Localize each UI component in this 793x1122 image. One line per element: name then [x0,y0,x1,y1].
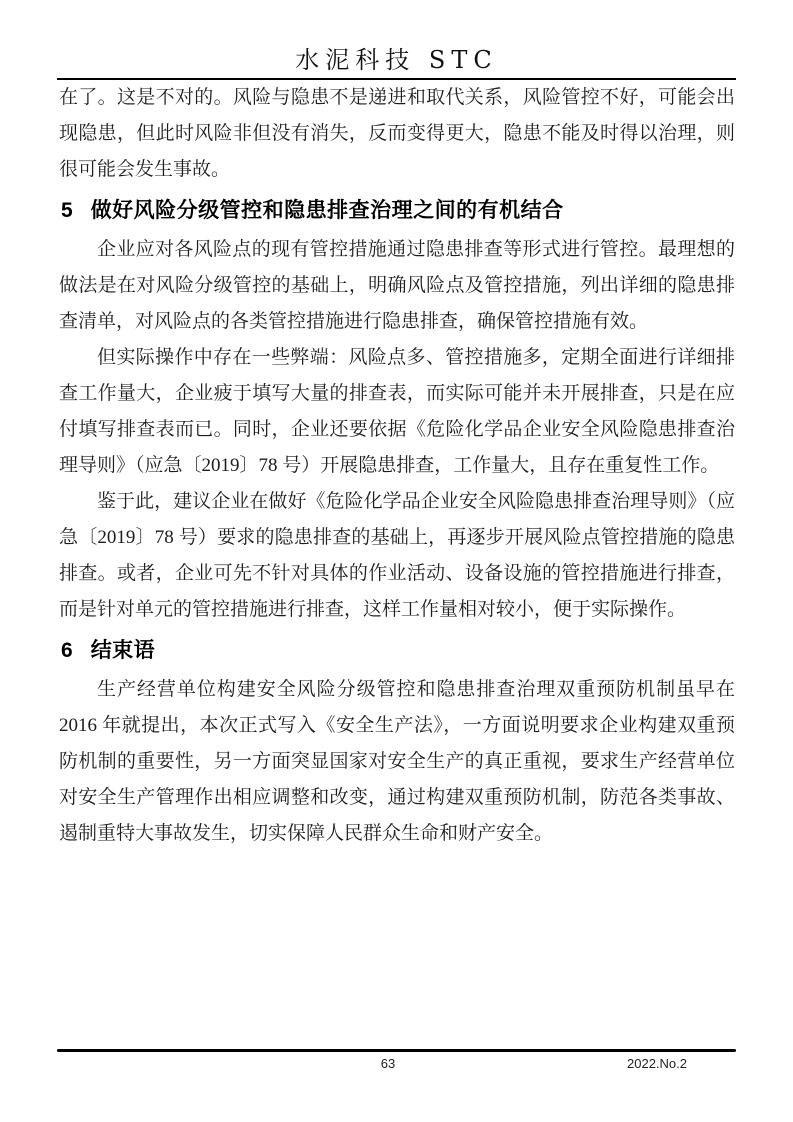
issue-number: 2022.No.2 [627,1056,687,1071]
section-5-number: 5 [61,199,73,222]
page-number: 63 [380,1056,396,1071]
paragraph: 鉴于此，建议企业在做好《危险化学品企业安全风险隐患排查治理导则》（应急〔2019〕78 号）要求的隐患排查的基础上，再逐步开展风险点管控措施的隐患排查。或者，企业可先不针对具体的作业活动、设备设施的管控措施进行排查，而是针对单元的管控措施进行排查，这样工作量相对较小，便于实际操作。 [59,491,735,620]
paragraph: 但实际操作中存在一些弊端：风险点多、管控措施多，定期全面进行详细排查工作量大，企业疲于填写大量的排查表，而实际可能并未开展排查，只是在应付填写排查表而已。同时，企业还要依据《危险化学品企业安全风险隐患排查治理导则》（应急〔2019〕78 号）开展隐患排查，工作量大，且存在重复性工作。 [59,347,735,476]
paragraph: 企业应对各风险点的现有管控措施通过隐患排查等形式进行管控。最理想的做法是在对风险分级管控的基础上，明确风险点及管控措施，列出详细的隐患排查清单，对风险点的各类管控措施进行隐患排查，确保管控措施有效。 [59,239,735,332]
section-6-title: 结束语 [90,639,156,662]
footer-rule [57,1049,736,1052]
intro-paragraph: 在了。这是不对的。风险与隐患不是递进和取代关系，风险管控不好，可能会出现隐患，但此时风险非但没有消失，反而变得更大，隐患不能及时得以治理，则很可能会发生事故。 [59,87,735,180]
section-6-heading [61,636,735,666]
paragraph: 生产经营单位构建安全风险分级管控和隐患排查治理双重预防机制虽早在2016 年就提出，本次正式写入《安全生产法》，一方面说明要求企业构建双重预防机制的重要性，另一方面突显国家对安全生产的真正重视，要求生产经营单位对安全生产管理作出相应调整和改变，通过构建双重预防机制，防范各类事故、遏制重特大事故发生，切实保障人民群众生命和财产安全。 [59,679,735,844]
section-5-title: 做好风险分级管控和隐患排查治理之间的有机结合 [90,199,564,222]
section-5-heading [61,196,735,226]
journal-title: 水泥科技 STC [295,46,498,74]
document-body [59,80,735,852]
section-6-number: 6 [61,639,73,662]
